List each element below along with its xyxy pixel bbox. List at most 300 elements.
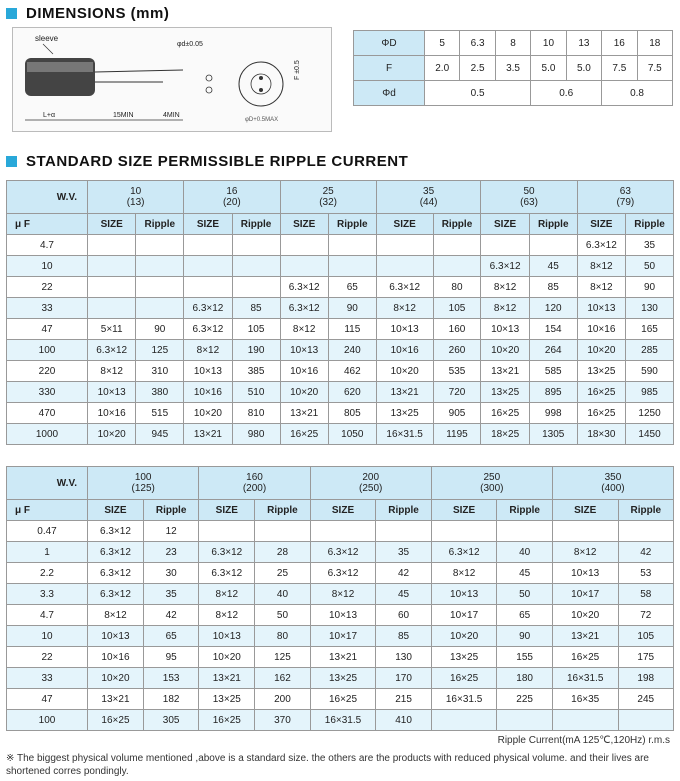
voltage-header [376,181,481,214]
table-row [7,584,674,605]
surge-voltage-value: (250) [359,483,383,494]
ripple-cell: 590 [626,361,674,382]
l-alpha-label: L+α [43,112,56,119]
size-cell: 8×12 [577,277,625,298]
ripple-cell: 42 [143,605,198,626]
voltage-value: 50 [523,186,535,197]
ripple-column-header: Ripple [529,214,577,235]
ripple-cell [232,235,280,256]
size-cell: 10×13 [376,319,433,340]
size-cell: 10×17 [552,584,618,605]
ripple-cell: 42 [376,563,431,584]
ripple-cell: 410 [376,710,431,731]
table-row [7,689,674,710]
header-phiD: ΦD [354,31,425,56]
ripple-cell: 1195 [433,424,481,445]
voltage-header [431,467,552,500]
size-cell: 10×13 [199,626,255,647]
size-cell: 8×12 [310,584,376,605]
voltage-value: 10 [130,186,142,197]
ripple-cell: 65 [328,277,376,298]
size-cell: 10×13 [88,382,136,403]
size-cell: 10×20 [552,605,618,626]
size-cell: 8×12 [376,298,433,319]
ripple-cell: 810 [232,403,280,424]
voltage-value: 63 [619,186,631,197]
size-cell: 10×20 [88,424,136,445]
size-cell: 8×12 [88,605,144,626]
size-cell: 16×25 [481,403,529,424]
phiD-cell: 18 [637,31,672,56]
footnote: ※ The biggest physical volume mentioned ,above is a standard size. the others are the products with reduced physical volume. and their lives are shortened corres pondingly. [6,753,649,777]
capacitance-cell: 33 [7,668,88,689]
surge-voltage-value: (63) [520,197,538,208]
capacitance-cell: 3.3 [7,584,88,605]
size-cell: 13×25 [376,403,433,424]
capacitance-cell: 0.47 [7,521,88,542]
ripple-column-header: Ripple [328,214,376,235]
size-cell: 10×20 [199,647,255,668]
dimensions-title: DIMENSIONS (mm) [26,5,170,22]
size-column-header: SIZE [376,214,433,235]
size-cell: 13×21 [310,647,376,668]
size-cell [431,710,497,731]
size-cell: 16×31.5 [431,689,497,710]
ripple-cell: 285 [626,340,674,361]
ripple-cell: 154 [529,319,577,340]
size-cell: 10×16 [376,340,433,361]
sleeve-label: sleeve [35,34,59,43]
ripple-cell: 155 [497,647,552,668]
ripple-cell: 264 [529,340,577,361]
ripple-cell: 80 [433,277,481,298]
ripple-cell: 28 [255,542,310,563]
size-column-header: SIZE [552,500,618,521]
ripple-cell: 985 [626,382,674,403]
ripple-cell: 462 [328,361,376,382]
ripple-cell: 42 [618,542,673,563]
ripple-cell: 385 [232,361,280,382]
ripple-cell: 105 [232,319,280,340]
size-cell: 10×16 [88,647,144,668]
size-cell: 16×25 [577,403,625,424]
F-cell: 5.0 [566,56,601,81]
F-cell: 3.5 [495,56,530,81]
size-cell: 10×20 [88,668,144,689]
voltage-header [577,181,673,214]
ripple-cell [136,256,184,277]
size-column-header: SIZE [481,214,529,235]
size-column-header: SIZE [184,214,232,235]
ripple-cell: 105 [618,626,673,647]
size-cell: 10×16 [577,319,625,340]
phiD-cell: 10 [531,31,566,56]
size-cell: 16×25 [199,710,255,731]
ripple-column-header: Ripple [626,214,674,235]
table-row [7,361,674,382]
ripple-cell: 35 [143,584,198,605]
size-cell: 8×12 [577,256,625,277]
F-cell: 2.5 [460,56,495,81]
voltage-header [88,467,199,500]
size-cell: 10×17 [310,626,376,647]
size-cell [552,521,618,542]
ripple-cell: 182 [143,689,198,710]
ripple-cell: 65 [497,605,552,626]
table-row [7,605,674,626]
ripple-cell: 25 [255,563,310,584]
size-cell: 6.3×12 [280,298,328,319]
capacitance-cell: 330 [7,382,88,403]
size-cell: 13×25 [310,668,376,689]
surge-voltage-value: (125) [131,483,155,494]
ripple-section-header [6,153,408,170]
ripple-cell: 620 [328,382,376,403]
size-cell: 13×21 [552,626,618,647]
size-cell: 13×21 [184,424,232,445]
capacitance-cell: 2.2 [7,563,88,584]
ripple-cell: 85 [376,626,431,647]
ripple-cell: 180 [497,668,552,689]
size-cell: 16×25 [310,689,376,710]
ripple-unit-note: Ripple Current(mA 125℃,120Hz) r.m.s [497,735,670,746]
phi-d-label: φd±0.05 [177,41,203,48]
ripple-cell: 305 [143,710,198,731]
ripple-cell: 225 [497,689,552,710]
ripple-cell: 175 [618,647,673,668]
ripple-cell [136,298,184,319]
size-cell: 16×25 [280,424,328,445]
size-cell: 6.3×12 [310,563,376,584]
ripple-cell [618,710,673,731]
ripple-cell: 50 [497,584,552,605]
size-column-header: SIZE [310,500,376,521]
dimensions-table [353,30,673,106]
size-cell: 10×13 [310,605,376,626]
ripple-cell: 160 [433,319,481,340]
capacitance-cell: 100 [7,340,88,361]
size-cell [184,277,232,298]
ripple-cell: 510 [232,382,280,403]
ripple-cell [328,256,376,277]
voltage-value: 16 [226,186,238,197]
size-cell: 8×12 [481,277,529,298]
size-cell [88,277,136,298]
ripple-column-header: Ripple [232,214,280,235]
ripple-cell: 380 [136,382,184,403]
voltage-header [481,181,577,214]
voltage-value: 100 [134,472,152,483]
ripple-cell: 1305 [529,424,577,445]
section-bullet-icon [6,8,17,19]
capacitor-drawing [13,28,331,131]
ripple-cell: 40 [497,542,552,563]
capacitance-cell: 100 [7,710,88,731]
size-cell: 8×12 [552,542,618,563]
ripple-table-low-voltage [6,180,674,445]
table-row [7,542,674,563]
size-cell: 6.3×12 [310,542,376,563]
size-cell: 6.3×12 [88,521,144,542]
ripple-cell: 980 [232,424,280,445]
size-cell [280,256,328,277]
F-cell: 5.0 [531,56,566,81]
uf-label: μ F [7,214,88,235]
size-column-header: SIZE [577,214,625,235]
ripple-cell: 45 [497,563,552,584]
size-cell [88,235,136,256]
voltage-header [552,467,673,500]
size-cell [280,235,328,256]
voltage-value: 200 [362,472,380,483]
ripple-cell: 90 [626,277,674,298]
size-cell: 10×13 [280,340,328,361]
table-row [7,256,674,277]
ripple-cell: 30 [143,563,198,584]
size-cell [431,521,497,542]
size-cell: 16×25 [88,710,144,731]
F-cell: 7.5 [602,56,637,81]
ripple-table-high-voltage [6,466,674,731]
capacitance-cell: 4.7 [7,605,88,626]
size-column-header: SIZE [199,500,255,521]
ripple-cell: 170 [376,668,431,689]
size-cell: 6.3×12 [280,277,328,298]
ripple-cell [136,277,184,298]
ripple-cell: 245 [618,689,673,710]
wv-label: W.V. [7,181,88,214]
size-cell: 8×12 [184,340,232,361]
ripple-cell: 45 [376,584,431,605]
table-row [7,298,674,319]
size-cell [376,235,433,256]
ripple-cell: 720 [433,382,481,403]
table-row [7,521,674,542]
voltage-value: 35 [423,186,435,197]
size-cell: 10×13 [481,319,529,340]
surge-voltage-value: (300) [480,483,504,494]
ripple-cell: 215 [376,689,431,710]
size-cell [184,235,232,256]
phiD-cell: 6.3 [460,31,495,56]
header-F: F [354,56,425,81]
size-column-header: SIZE [88,500,144,521]
table-row [7,424,674,445]
surge-voltage-value: (20) [222,197,241,208]
F-cell: 2.0 [425,56,460,81]
table-row [7,319,674,340]
voltage-value: 350 [604,472,622,483]
size-cell: 6.3×12 [199,542,255,563]
ripple-cell: 153 [143,668,198,689]
ripple-cell: 23 [143,542,198,563]
ripple-cell: 125 [136,340,184,361]
size-cell: 13×25 [577,361,625,382]
ripple-cell: 50 [626,256,674,277]
ripple-cell: 53 [618,563,673,584]
ripple-cell: 80 [255,626,310,647]
size-cell [552,710,618,731]
size-cell: 13×21 [376,382,433,403]
ripple-cell: 90 [328,298,376,319]
ripple-column-header: Ripple [497,500,552,521]
size-cell: 8×12 [431,563,497,584]
ripple-title: STANDARD SIZE PERMISSIBLE RIPPLE CURRENT [26,153,409,170]
ripple-cell [232,277,280,298]
size-cell [376,256,433,277]
ripple-cell: 65 [143,626,198,647]
size-cell: 10×13 [577,298,625,319]
ripple-cell: 90 [497,626,552,647]
size-cell: 6.3×12 [88,340,136,361]
table-row [7,340,674,361]
size-cell: 6.3×12 [577,235,625,256]
size-cell: 6.3×12 [184,319,232,340]
phid-cell: 0.6 [531,81,602,106]
size-cell: 8×12 [481,298,529,319]
sleeve-shine [27,62,93,72]
end-view-lead-b [259,88,263,92]
size-column-header: SIZE [431,500,497,521]
ripple-cell [136,235,184,256]
size-cell: 6.3×12 [184,298,232,319]
size-cell: 10×20 [577,340,625,361]
lead-upper [95,70,183,72]
size-cell [199,521,255,542]
ripple-cell [618,521,673,542]
section-bullet-icon [6,156,17,167]
ripple-cell: 95 [143,647,198,668]
dimensions-section-header [6,5,169,22]
size-cell: 16×25 [431,668,497,689]
ripple-cell: 35 [626,235,674,256]
ripple-cell: 1450 [626,424,674,445]
ripple-cell [433,256,481,277]
size-cell: 10×16 [88,403,136,424]
voltage-header [310,467,431,500]
capacitance-cell: 22 [7,647,88,668]
capacitor-dimension-diagram [12,27,332,132]
ripple-cell: 805 [328,403,376,424]
ripple-cell: 40 [255,584,310,605]
ripple-cell [255,521,310,542]
voltage-value: 160 [246,472,263,483]
table-row [7,647,674,668]
size-cell: 6.3×12 [88,584,144,605]
size-cell: 13×25 [199,689,255,710]
size-cell: 10×20 [280,382,328,403]
voltage-header [280,181,376,214]
size-cell [481,235,529,256]
table-row [7,382,674,403]
ripple-cell: 895 [529,382,577,403]
capacitance-cell: 10 [7,626,88,647]
capacitance-cell: 4.7 [7,235,88,256]
size-cell: 16×25 [552,647,618,668]
table-row [7,710,674,731]
ripple-cell: 50 [255,605,310,626]
wv-label: W.V. [7,467,88,500]
ripple-cell: 585 [529,361,577,382]
size-cell [310,521,376,542]
size-cell: 13×21 [88,689,144,710]
size-cell: 18×25 [481,424,529,445]
ripple-cell: 535 [433,361,481,382]
ripple-cell: 1250 [626,403,674,424]
ripple-cell: 240 [328,340,376,361]
ripple-cell: 200 [255,689,310,710]
size-cell [88,298,136,319]
size-cell: 13×21 [481,361,529,382]
ripple-cell: 35 [376,542,431,563]
ripple-cell: 45 [529,256,577,277]
size-cell: 8×12 [199,605,255,626]
uf-label: μ F [7,500,88,521]
ripple-cell: 85 [232,298,280,319]
ripple-cell: 58 [618,584,673,605]
phiD-cell: 5 [425,31,460,56]
phiD-cell: 16 [602,31,637,56]
size-cell: 16×31.5 [376,424,433,445]
ripple-column-header: Ripple [376,500,431,521]
ripple-column-header: Ripple [618,500,673,521]
ripple-cell: 162 [255,668,310,689]
ripple-column-header: Ripple [136,214,184,235]
capacitance-cell: 10 [7,256,88,277]
size-cell: 10×16 [184,382,232,403]
phiD-cell: 13 [566,31,601,56]
ripple-cell: 130 [626,298,674,319]
size-cell: 6.3×12 [376,277,433,298]
min15-label: 15MIN [113,112,134,119]
capacitance-cell: 470 [7,403,88,424]
polarity-plus-icon [206,75,212,81]
ripple-cell: 198 [618,668,673,689]
table-row [7,235,674,256]
ripple-cell: 85 [529,277,577,298]
table-row [7,563,674,584]
ripple-cell [328,235,376,256]
size-cell: 6.3×12 [481,256,529,277]
min4-label: 4MIN [163,112,180,119]
surge-voltage-value: (79) [616,197,635,208]
size-cell: 18×30 [577,424,625,445]
size-cell: 6.3×12 [431,542,497,563]
ripple-cell [529,235,577,256]
ripple-cell: 998 [529,403,577,424]
end-view-outer [239,62,283,106]
size-column-header: SIZE [88,214,136,235]
size-cell: 10×20 [184,403,232,424]
size-cell: 6.3×12 [88,563,144,584]
table-row [7,403,674,424]
polarity-minus-icon [206,87,212,93]
ripple-cell: 310 [136,361,184,382]
phiD-cell: 8 [495,31,530,56]
phid-cell: 0.8 [602,81,673,106]
ripple-column-header: Ripple [433,214,481,235]
capacitance-cell: 1000 [7,424,88,445]
ripple-cell: 515 [136,403,184,424]
surge-voltage-value: (32) [319,197,338,208]
size-cell: 8×12 [199,584,255,605]
ripple-column-header: Ripple [143,500,198,521]
sleeve-pointer [43,44,53,54]
voltage-value: 25 [322,186,334,197]
capacitance-cell: 47 [7,319,88,340]
capacitance-cell: 1 [7,542,88,563]
F-cell: 7.5 [637,56,672,81]
